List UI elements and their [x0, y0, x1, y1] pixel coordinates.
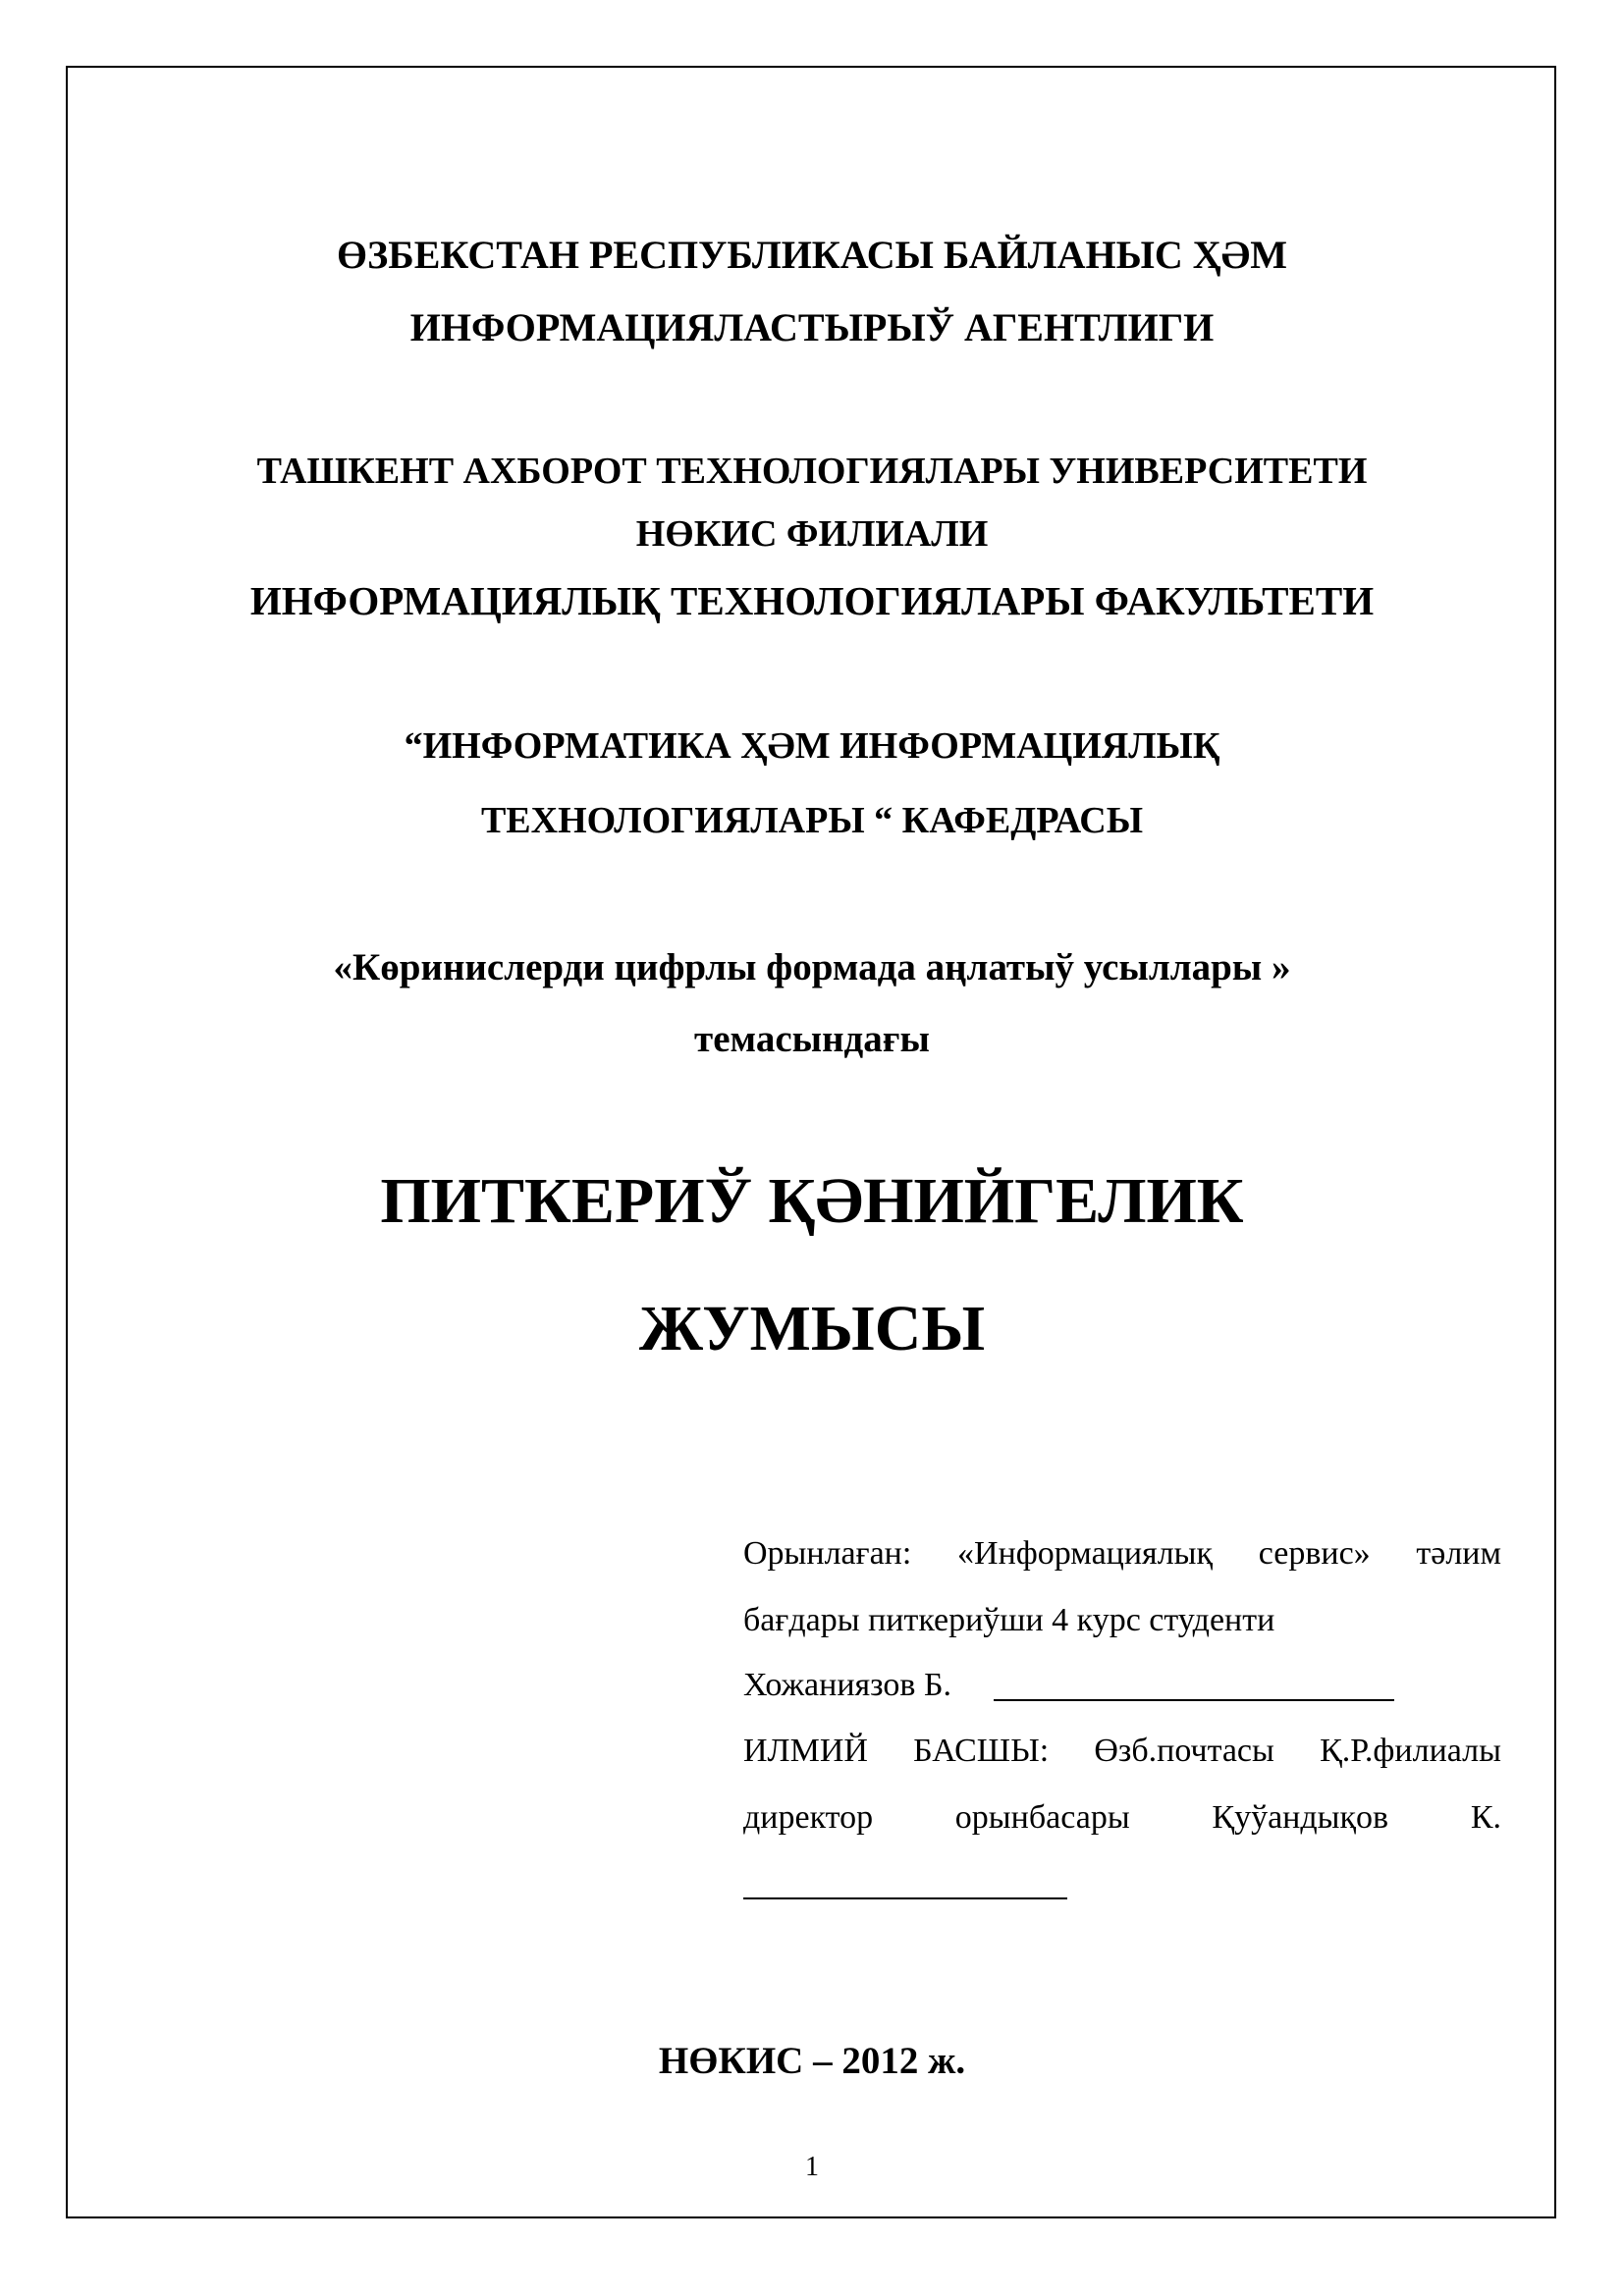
faculty-name: ИНФОРМАЦИЯЛЫҚ ТЕХНОЛОГИЯЛАРЫ ФАКУЛЬТЕТИ	[249, 578, 1375, 623]
performer-line-2: бағдары питкериўши 4 курс студенти	[743, 1602, 1275, 1638]
page-border	[66, 66, 1556, 2218]
supervisor-signature-line	[743, 1897, 1067, 1899]
topic-line-1: «Көринислерди цифрлы формада аңлатыў усыллары »	[333, 946, 1291, 988]
agency-line-1: ӨЗБЕКСТАН РЕСПУБЛИКАСЫ БАЙЛАНЫС ҲӘМ	[337, 233, 1287, 277]
page-number: 1	[805, 2152, 819, 2182]
department-line-2: ТЕХНОЛОГИЯЛАРЫ “ КАФЕДРАСЫ	[480, 800, 1144, 841]
supervisor-line-1: ИЛМИЙ БАСШЫ: Өзб.почтасы Қ.Р.филиалы	[743, 1733, 1501, 1769]
agency-line-2: ИНФОРМАЦИЯЛАСТЫРЫЎ АГЕНТЛИГИ	[409, 305, 1215, 349]
university-line-2: НӨКИС ФИЛИАЛИ	[635, 513, 989, 555]
university-line-1: ТАШКЕНТ АХБОРОТ ТЕХНОЛОГИЯЛАРЫ УНИВЕРСИТЕТИ	[256, 451, 1368, 492]
work-title-line-1: ПИТКЕРИЎ ҚӘНИЙГЕЛИК	[380, 1165, 1244, 1237]
work-title-line-2: ЖУМЫСЫ	[638, 1293, 986, 1364]
city-year: НӨКИС – 2012 ж.	[658, 2040, 966, 2082]
topic-line-2: темасындағы	[694, 1018, 930, 1060]
supervisor-line-2: директор орынбасары Қуўандықов К.	[743, 1799, 1501, 1836]
performer-name: Хожаниязов Б.	[743, 1667, 951, 1703]
performer-line-1: Орынлаған: «Информациялық сервис» тәлим	[743, 1535, 1501, 1572]
performer-signature-line	[994, 1699, 1394, 1701]
department-line-1: “ИНФОРМАТИКА ҲӘМ ИНФОРМАЦИЯЛЫҚ	[404, 725, 1220, 767]
